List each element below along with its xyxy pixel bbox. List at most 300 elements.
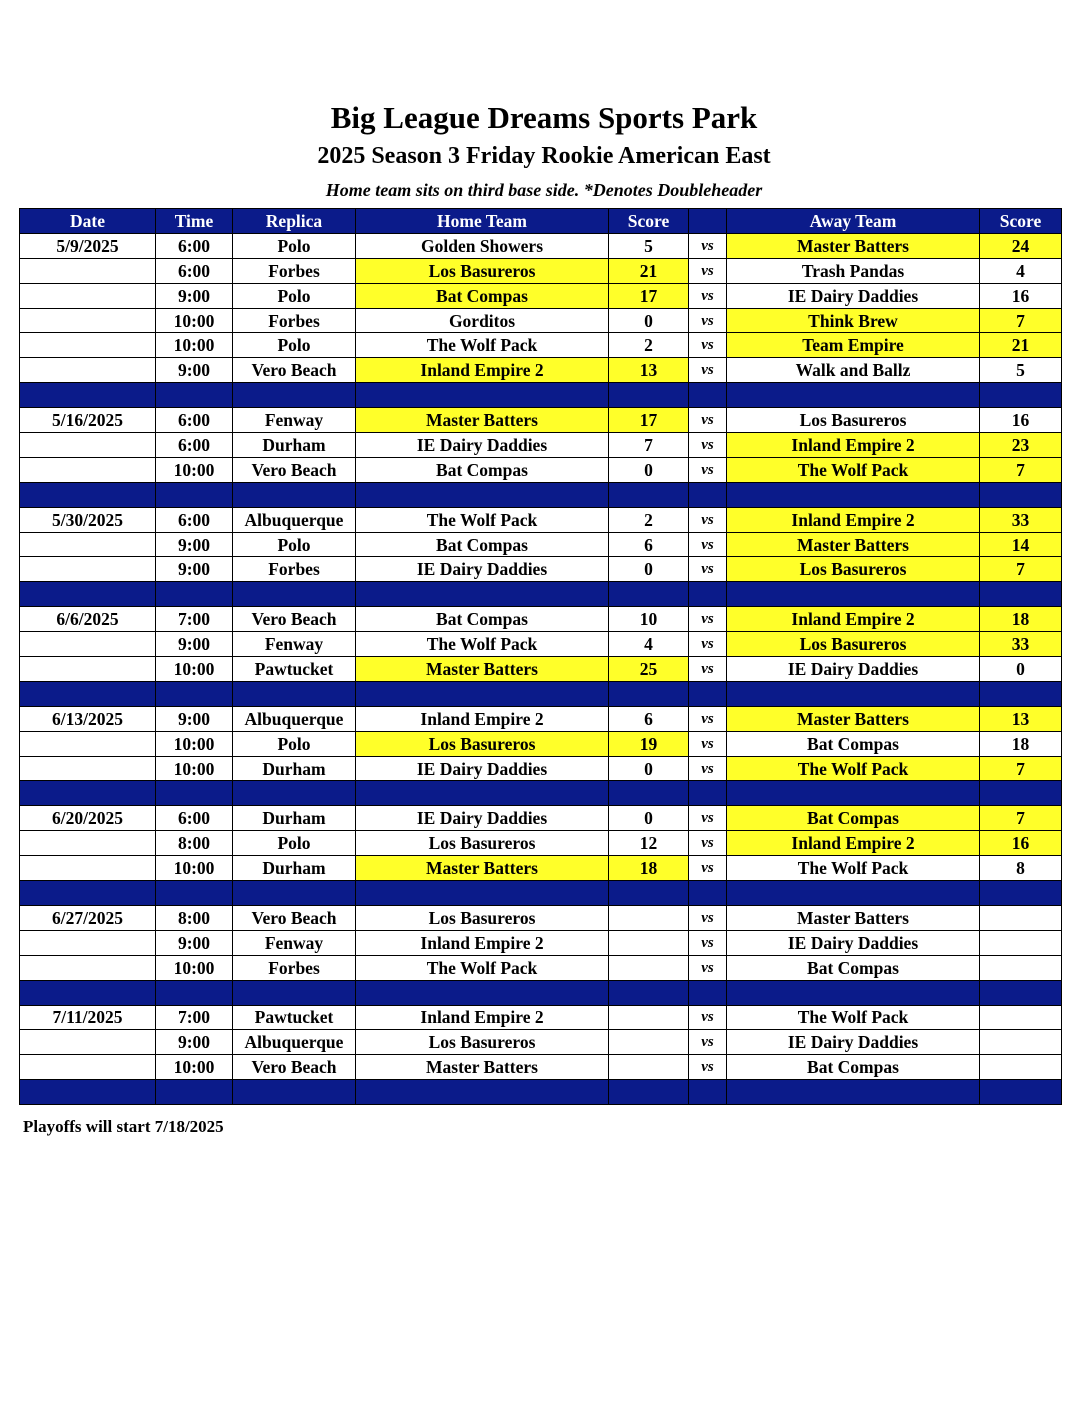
separator-cell (609, 980, 689, 1005)
field-cell: Vero Beach (233, 607, 356, 632)
time-cell: 10:00 (156, 856, 233, 881)
time-cell: 6:00 (156, 233, 233, 258)
header-row (20, 209, 1062, 234)
separator-cell (609, 383, 689, 408)
separator-cell (20, 881, 156, 906)
separator-cell (356, 1080, 609, 1105)
away-team-cell: The Wolf Pack (727, 856, 980, 881)
away-score-cell (980, 955, 1062, 980)
separator-row (20, 482, 1062, 507)
vs-cell: vs (689, 507, 727, 532)
separator-cell (156, 383, 233, 408)
time-cell: 8:00 (156, 905, 233, 930)
vs-cell: vs (689, 632, 727, 657)
separator-cell (727, 482, 980, 507)
page-subtitle: 2025 Season 3 Friday Rookie American East (317, 143, 771, 169)
table-row (20, 233, 1062, 258)
vs-cell: vs (689, 831, 727, 856)
separator-cell (727, 681, 980, 706)
time-cell: 10:00 (156, 308, 233, 333)
separator-cell (20, 1080, 156, 1105)
separator-cell (609, 1080, 689, 1105)
separator-row (20, 383, 1062, 408)
away-team-cell: Master Batters (727, 233, 980, 258)
home-team-cell: IE Dairy Daddies (356, 806, 609, 831)
time-cell: 6:00 (156, 258, 233, 283)
schedule-table (19, 208, 1062, 1105)
table-row (20, 706, 1062, 731)
away-team-cell: IE Dairy Daddies (727, 657, 980, 682)
table-row (20, 1055, 1062, 1080)
field-cell: Forbes (233, 955, 356, 980)
home-team-cell: Master Batters (356, 408, 609, 433)
date-cell: 5/30/2025 (20, 507, 156, 532)
table-row (20, 607, 1062, 632)
separator-cell (609, 781, 689, 806)
separator-cell (233, 582, 356, 607)
away-team-cell: IE Dairy Daddies (727, 1030, 980, 1055)
col-away-team: Away Team (727, 209, 980, 234)
home-team-cell: Master Batters (356, 856, 609, 881)
date-cell: 5/16/2025 (20, 408, 156, 433)
date-cell: 5/9/2025 (20, 233, 156, 258)
time-cell: 6:00 (156, 433, 233, 458)
away-score-cell: 33 (980, 632, 1062, 657)
table-row (20, 955, 1062, 980)
time-cell: 10:00 (156, 657, 233, 682)
date-cell: 6/20/2025 (20, 806, 156, 831)
date-cell (20, 856, 156, 881)
separator-cell (980, 582, 1062, 607)
vs-cell: vs (689, 706, 727, 731)
date-cell: 6/27/2025 (20, 905, 156, 930)
time-cell: 10:00 (156, 756, 233, 781)
away-team-cell: Master Batters (727, 706, 980, 731)
home-score-cell: 0 (609, 457, 689, 482)
separator-cell (727, 582, 980, 607)
vs-cell: vs (689, 308, 727, 333)
separator-cell (609, 681, 689, 706)
separator-row (20, 1080, 1062, 1105)
separator-row (20, 781, 1062, 806)
home-score-cell: 17 (609, 283, 689, 308)
col-date: Date (20, 209, 156, 234)
home-team-cell: Master Batters (356, 657, 609, 682)
separator-cell (156, 681, 233, 706)
vs-cell: vs (689, 233, 727, 258)
away-team-cell: Inland Empire 2 (727, 433, 980, 458)
away-team-cell: Team Empire (727, 333, 980, 358)
field-cell: Durham (233, 433, 356, 458)
vs-cell: vs (689, 731, 727, 756)
time-cell: 9:00 (156, 632, 233, 657)
date-cell (20, 283, 156, 308)
home-score-cell: 12 (609, 831, 689, 856)
date-cell (20, 930, 156, 955)
separator-cell (980, 482, 1062, 507)
date-cell (20, 657, 156, 682)
vs-cell: vs (689, 1005, 727, 1030)
home-team-cell: Bat Compas (356, 283, 609, 308)
separator-cell (20, 582, 156, 607)
field-cell: Vero Beach (233, 358, 356, 383)
away-team-cell: IE Dairy Daddies (727, 283, 980, 308)
table-row (20, 1005, 1062, 1030)
home-team-cell: Los Basureros (356, 831, 609, 856)
table-row (20, 756, 1062, 781)
away-team-cell: Inland Empire 2 (727, 607, 980, 632)
away-team-cell: Master Batters (727, 532, 980, 557)
separator-cell (689, 681, 727, 706)
field-cell: Fenway (233, 632, 356, 657)
away-score-cell: 23 (980, 433, 1062, 458)
field-cell: Polo (233, 233, 356, 258)
home-score-cell (609, 1005, 689, 1030)
vs-cell: vs (689, 1030, 727, 1055)
table-row (20, 283, 1062, 308)
away-team-cell: Bat Compas (727, 806, 980, 831)
time-cell: 9:00 (156, 358, 233, 383)
separator-cell (689, 881, 727, 906)
field-cell: Fenway (233, 930, 356, 955)
date-cell (20, 632, 156, 657)
field-cell: Vero Beach (233, 905, 356, 930)
date-cell (20, 557, 156, 582)
separator-cell (233, 980, 356, 1005)
away-score-cell (980, 1055, 1062, 1080)
time-cell: 9:00 (156, 930, 233, 955)
home-score-cell (609, 930, 689, 955)
field-cell: Forbes (233, 557, 356, 582)
away-team-cell: Trash Pandas (727, 258, 980, 283)
date-cell (20, 457, 156, 482)
table-row (20, 806, 1062, 831)
separator-cell (727, 1080, 980, 1105)
table-row (20, 1030, 1062, 1055)
table-row (20, 731, 1062, 756)
field-cell: Polo (233, 731, 356, 756)
home-score-cell: 2 (609, 333, 689, 358)
separator-cell (689, 482, 727, 507)
date-cell: 6/6/2025 (20, 607, 156, 632)
away-score-cell: 33 (980, 507, 1062, 532)
date-cell (20, 308, 156, 333)
separator-cell (233, 681, 356, 706)
home-team-cell: Los Basureros (356, 1030, 609, 1055)
away-team-cell: IE Dairy Daddies (727, 930, 980, 955)
home-team-cell: Los Basureros (356, 731, 609, 756)
separator-cell (356, 781, 609, 806)
table-row (20, 408, 1062, 433)
away-team-cell: Los Basureros (727, 408, 980, 433)
time-cell: 9:00 (156, 532, 233, 557)
separator-row (20, 980, 1062, 1005)
field-cell: Vero Beach (233, 457, 356, 482)
field-cell: Pawtucket (233, 657, 356, 682)
separator-cell (727, 781, 980, 806)
away-team-cell: Think Brew (727, 308, 980, 333)
home-team-cell: Los Basureros (356, 258, 609, 283)
table-row (20, 358, 1062, 383)
away-team-cell: Bat Compas (727, 731, 980, 756)
home-score-cell: 5 (609, 233, 689, 258)
away-score-cell: 7 (980, 806, 1062, 831)
time-cell: 9:00 (156, 706, 233, 731)
col-home-score: Score (609, 209, 689, 234)
home-team-cell: Bat Compas (356, 532, 609, 557)
table-row (20, 308, 1062, 333)
home-team-cell: Gorditos (356, 308, 609, 333)
home-team-cell: The Wolf Pack (356, 507, 609, 532)
field-cell: Polo (233, 532, 356, 557)
schedule-note: Home team sits on third base side. *Denotes Doubleheader (325, 180, 763, 200)
time-cell: 7:00 (156, 1005, 233, 1030)
field-cell: Polo (233, 831, 356, 856)
separator-cell (20, 383, 156, 408)
home-score-cell (609, 905, 689, 930)
separator-row (20, 582, 1062, 607)
field-cell: Polo (233, 283, 356, 308)
table-row (20, 532, 1062, 557)
col-replica: Replica (233, 209, 356, 234)
time-cell: 6:00 (156, 408, 233, 433)
home-team-cell: Bat Compas (356, 457, 609, 482)
date-cell (20, 433, 156, 458)
separator-cell (689, 980, 727, 1005)
home-score-cell: 19 (609, 731, 689, 756)
away-score-cell (980, 1030, 1062, 1055)
vs-cell: vs (689, 532, 727, 557)
home-team-cell: Bat Compas (356, 607, 609, 632)
field-cell: Albuquerque (233, 706, 356, 731)
date-cell (20, 831, 156, 856)
table-row (20, 930, 1062, 955)
separator-cell (233, 383, 356, 408)
away-score-cell: 0 (980, 657, 1062, 682)
home-score-cell: 7 (609, 433, 689, 458)
home-team-cell: The Wolf Pack (356, 333, 609, 358)
home-team-cell: Master Batters (356, 1055, 609, 1080)
home-score-cell: 2 (609, 507, 689, 532)
vs-cell: vs (689, 856, 727, 881)
vs-cell: vs (689, 905, 727, 930)
vs-cell: vs (689, 657, 727, 682)
field-cell: Forbes (233, 308, 356, 333)
vs-cell: vs (689, 457, 727, 482)
away-score-cell: 7 (980, 457, 1062, 482)
separator-cell (727, 881, 980, 906)
home-score-cell (609, 955, 689, 980)
home-team-cell: IE Dairy Daddies (356, 433, 609, 458)
time-cell: 9:00 (156, 1030, 233, 1055)
separator-cell (980, 781, 1062, 806)
away-score-cell: 7 (980, 308, 1062, 333)
date-cell (20, 1055, 156, 1080)
separator-row (20, 681, 1062, 706)
time-cell: 10:00 (156, 731, 233, 756)
vs-cell: vs (689, 756, 727, 781)
table-row (20, 507, 1062, 532)
away-score-cell: 16 (980, 831, 1062, 856)
home-score-cell: 6 (609, 532, 689, 557)
away-team-cell: Bat Compas (727, 1055, 980, 1080)
separator-cell (980, 1080, 1062, 1105)
table-row (20, 557, 1062, 582)
time-cell: 8:00 (156, 831, 233, 856)
away-score-cell: 16 (980, 408, 1062, 433)
field-cell: Albuquerque (233, 507, 356, 532)
away-score-cell: 16 (980, 283, 1062, 308)
separator-cell (980, 681, 1062, 706)
separator-cell (609, 881, 689, 906)
away-team-cell: Walk and Ballz (727, 358, 980, 383)
date-cell (20, 333, 156, 358)
field-cell: Durham (233, 856, 356, 881)
home-team-cell: The Wolf Pack (356, 632, 609, 657)
separator-cell (233, 482, 356, 507)
col-vs (689, 209, 727, 234)
separator-cell (356, 881, 609, 906)
away-score-cell: 5 (980, 358, 1062, 383)
field-cell: Fenway (233, 408, 356, 433)
away-team-cell: The Wolf Pack (727, 756, 980, 781)
home-team-cell: Los Basureros (356, 905, 609, 930)
table-row (20, 657, 1062, 682)
separator-cell (689, 1080, 727, 1105)
page-title: Big League Dreams Sports Park (330, 100, 758, 135)
away-team-cell: Los Basureros (727, 557, 980, 582)
vs-cell: vs (689, 806, 727, 831)
separator-cell (980, 980, 1062, 1005)
away-score-cell: 7 (980, 756, 1062, 781)
time-cell: 7:00 (156, 607, 233, 632)
separator-cell (727, 980, 980, 1005)
separator-cell (233, 781, 356, 806)
away-team-cell: Master Batters (727, 905, 980, 930)
separator-cell (356, 980, 609, 1005)
separator-cell (233, 1080, 356, 1105)
home-score-cell: 0 (609, 806, 689, 831)
separator-cell (980, 881, 1062, 906)
separator-cell (356, 482, 609, 507)
home-team-cell: Inland Empire 2 (356, 1005, 609, 1030)
table-row (20, 905, 1062, 930)
time-cell: 9:00 (156, 557, 233, 582)
field-cell: Forbes (233, 258, 356, 283)
home-team-cell: Inland Empire 2 (356, 930, 609, 955)
table-row (20, 457, 1062, 482)
away-score-cell: 18 (980, 731, 1062, 756)
separator-cell (233, 881, 356, 906)
separator-cell (20, 482, 156, 507)
away-score-cell: 13 (980, 706, 1062, 731)
time-cell: 10:00 (156, 457, 233, 482)
home-team-cell: IE Dairy Daddies (356, 756, 609, 781)
separator-cell (20, 781, 156, 806)
away-score-cell: 21 (980, 333, 1062, 358)
home-team-cell: Inland Empire 2 (356, 358, 609, 383)
field-cell: Durham (233, 756, 356, 781)
vs-cell: vs (689, 408, 727, 433)
separator-cell (689, 582, 727, 607)
separator-cell (156, 781, 233, 806)
time-cell: 10:00 (156, 333, 233, 358)
home-team-cell: IE Dairy Daddies (356, 557, 609, 582)
table-row (20, 831, 1062, 856)
separator-cell (356, 383, 609, 408)
separator-cell (609, 582, 689, 607)
separator-cell (356, 582, 609, 607)
vs-cell: vs (689, 258, 727, 283)
separator-cell (20, 980, 156, 1005)
home-score-cell: 4 (609, 632, 689, 657)
vs-cell: vs (689, 433, 727, 458)
home-score-cell: 18 (609, 856, 689, 881)
home-team-cell: Golden Showers (356, 233, 609, 258)
separator-cell (980, 383, 1062, 408)
away-score-cell: 4 (980, 258, 1062, 283)
col-time: Time (156, 209, 233, 234)
separator-cell (689, 383, 727, 408)
home-score-cell: 0 (609, 557, 689, 582)
separator-cell (156, 1080, 233, 1105)
away-score-cell: 24 (980, 233, 1062, 258)
home-score-cell: 0 (609, 756, 689, 781)
home-score-cell (609, 1030, 689, 1055)
away-score-cell: 14 (980, 532, 1062, 557)
separator-cell (156, 582, 233, 607)
away-score-cell (980, 905, 1062, 930)
separator-cell (356, 681, 609, 706)
home-score-cell: 25 (609, 657, 689, 682)
date-cell (20, 1030, 156, 1055)
separator-row (20, 881, 1062, 906)
home-score-cell: 17 (609, 408, 689, 433)
field-cell: Polo (233, 333, 356, 358)
date-cell (20, 258, 156, 283)
separator-cell (156, 881, 233, 906)
home-team-cell: Inland Empire 2 (356, 706, 609, 731)
time-cell: 10:00 (156, 1055, 233, 1080)
home-score-cell: 0 (609, 308, 689, 333)
date-cell (20, 358, 156, 383)
date-cell (20, 955, 156, 980)
time-cell: 6:00 (156, 806, 233, 831)
date-cell (20, 731, 156, 756)
time-cell: 6:00 (156, 507, 233, 532)
away-score-cell: 18 (980, 607, 1062, 632)
vs-cell: vs (689, 1055, 727, 1080)
separator-cell (609, 482, 689, 507)
separator-cell (156, 482, 233, 507)
field-cell: Durham (233, 806, 356, 831)
home-score-cell (609, 1055, 689, 1080)
vs-cell: vs (689, 607, 727, 632)
vs-cell: vs (689, 557, 727, 582)
table-row (20, 632, 1062, 657)
away-team-cell: Inland Empire 2 (727, 831, 980, 856)
home-score-cell: 6 (609, 706, 689, 731)
time-cell: 9:00 (156, 283, 233, 308)
vs-cell: vs (689, 955, 727, 980)
home-score-cell: 21 (609, 258, 689, 283)
home-score-cell: 13 (609, 358, 689, 383)
schedule-body (20, 233, 1062, 1104)
away-team-cell: The Wolf Pack (727, 457, 980, 482)
separator-cell (20, 681, 156, 706)
field-cell: Albuquerque (233, 1030, 356, 1055)
vs-cell: vs (689, 333, 727, 358)
